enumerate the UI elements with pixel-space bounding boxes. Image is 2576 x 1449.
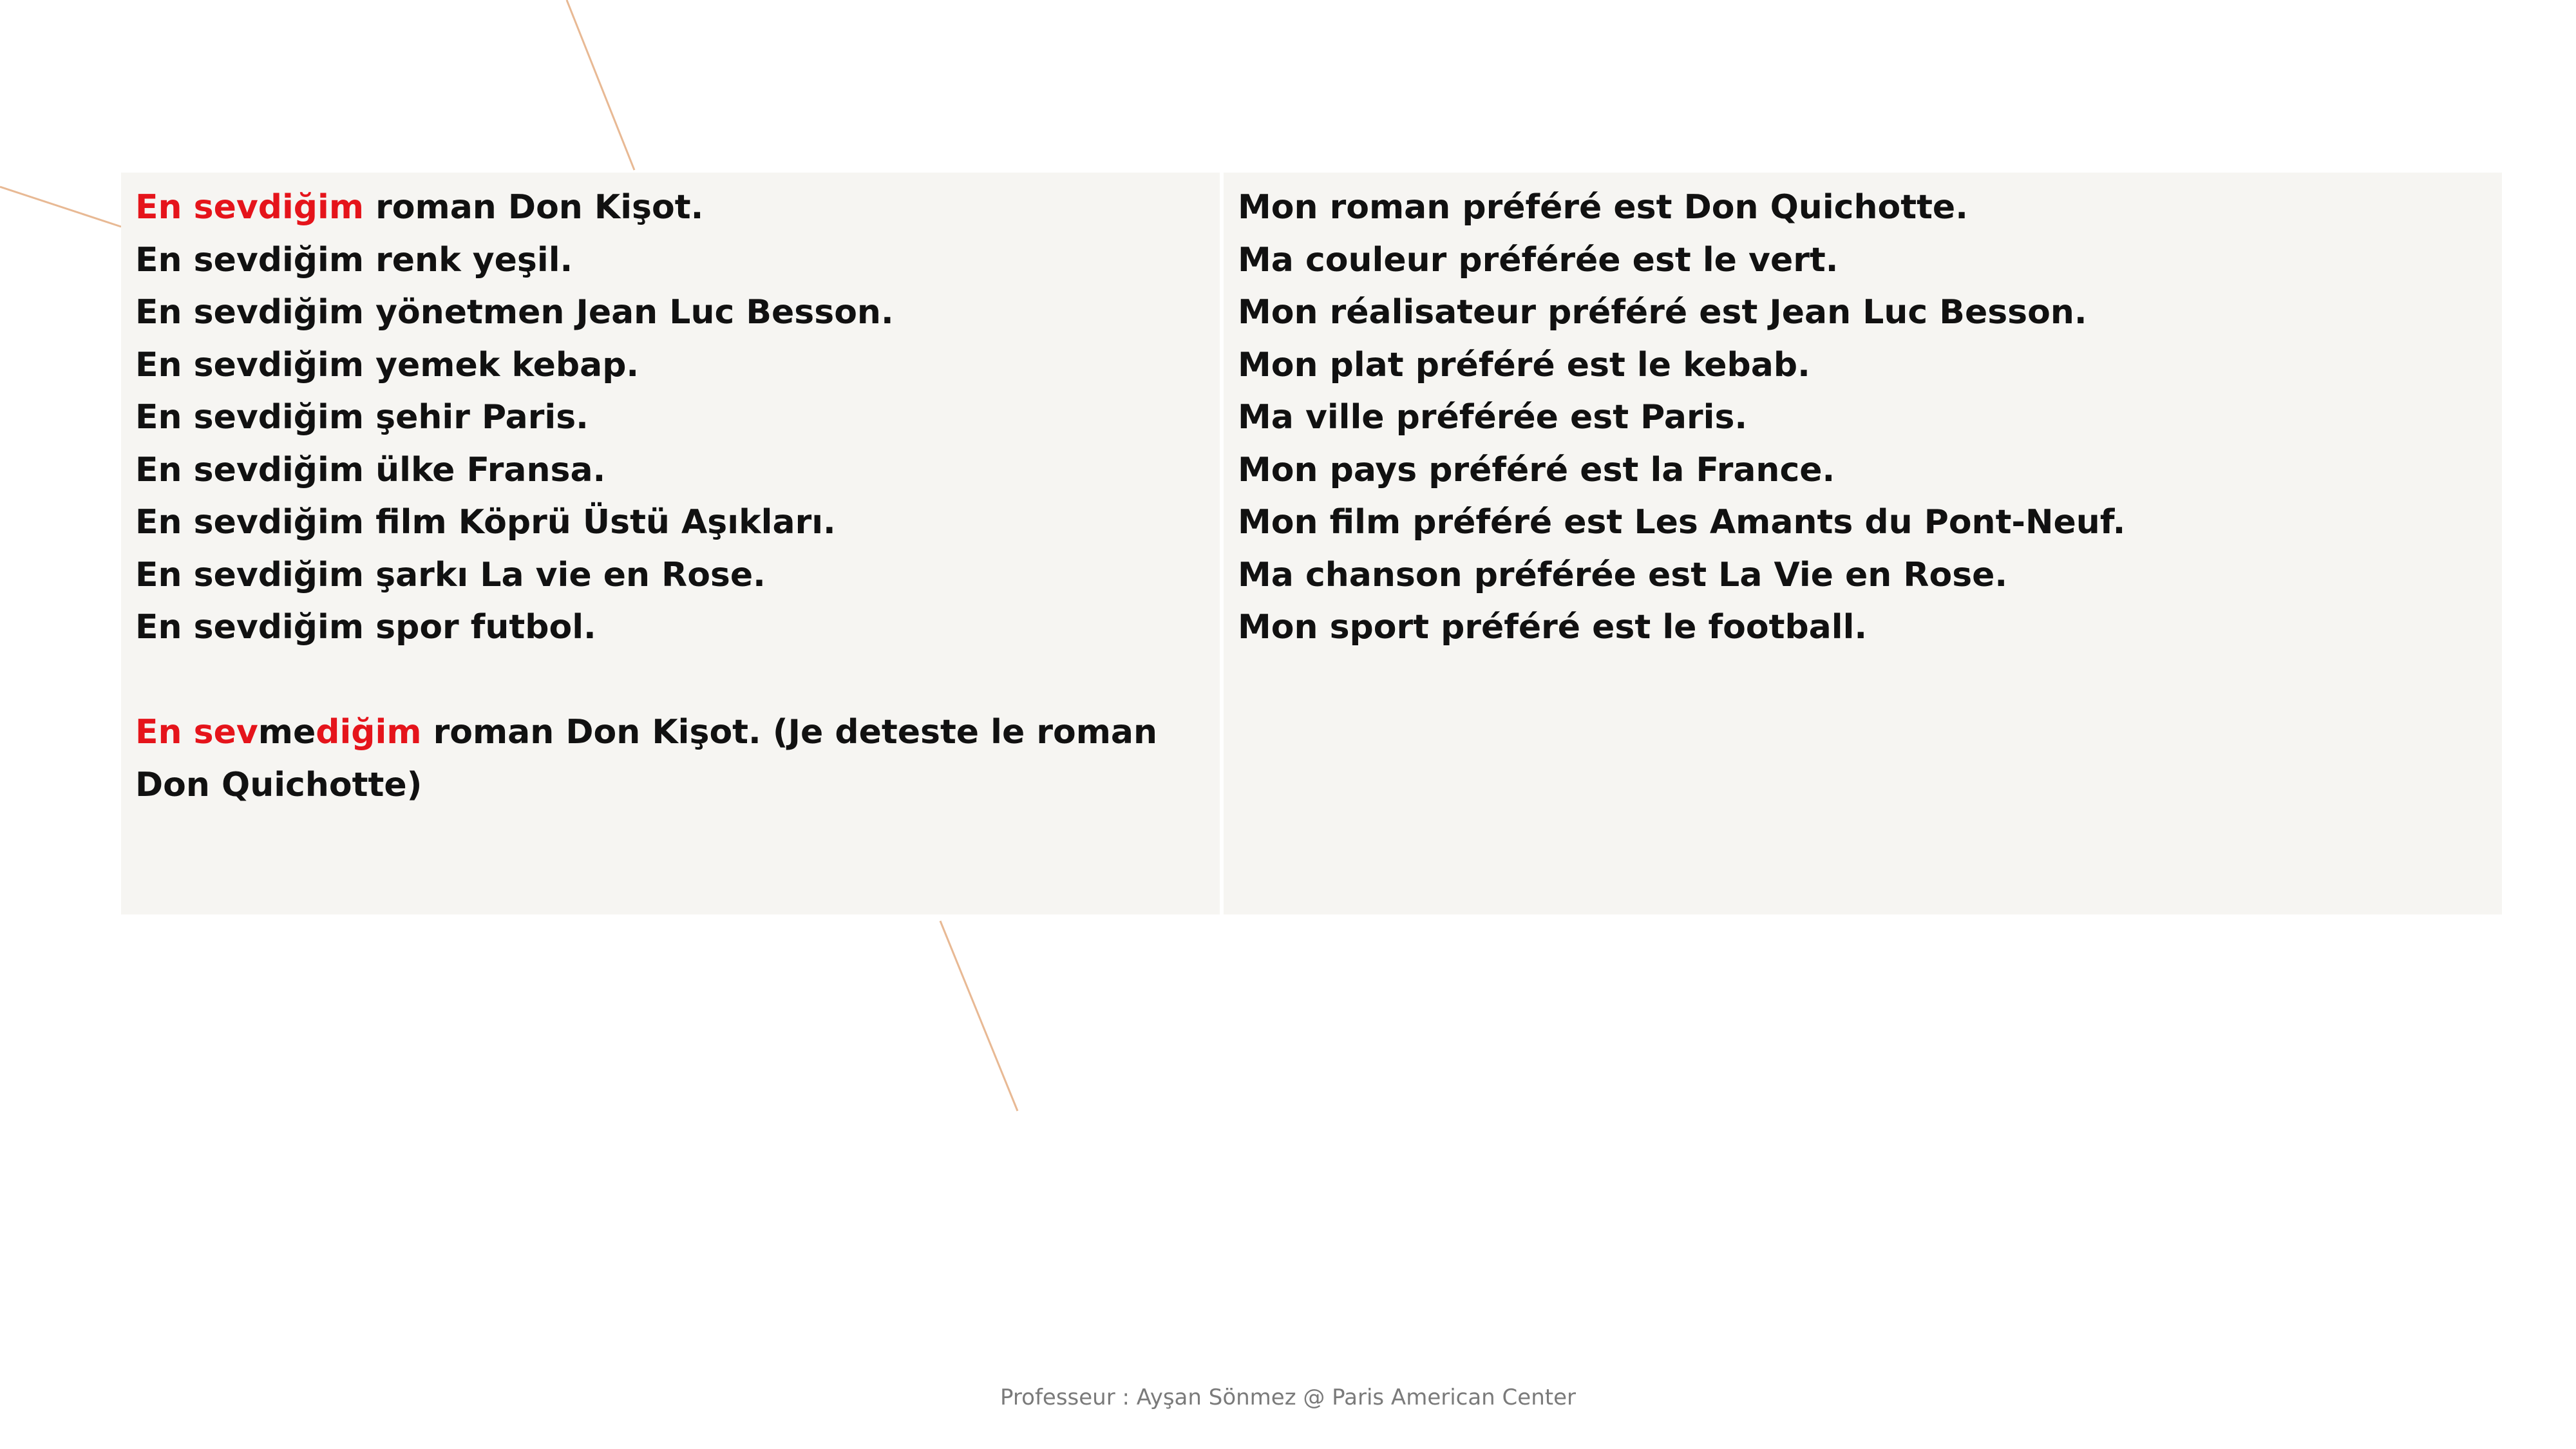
negative-rest-text: roman Don Kişot. (Je deteste le roman Don Quichotte) — [135, 713, 1158, 804]
negation-suffix: me — [258, 713, 316, 752]
turkish-row-6: En sevdiğim ülke Fransa. — [135, 450, 606, 489]
footer-credit: Professeur : Ayşan Sönmez @ Paris American Center — [1000, 1385, 1576, 1410]
turkish-row-3: En sevdiğim yönetmen Jean Luc Besson. — [135, 293, 894, 332]
row-text: roman Don Kişot. — [364, 188, 704, 227]
turkish-column — [121, 173, 1220, 914]
french-row-2: Ma couleur préférée est le vert. — [1238, 240, 1839, 279]
turkish-row-8: En sevdiğim şarkı La vie en Rose. — [135, 555, 766, 594]
decor-line-top — [567, 0, 634, 170]
french-row-3: Mon réalisateur préféré est Jean Luc Besson. — [1238, 293, 2087, 332]
highlighted-root: En sev — [135, 713, 258, 752]
french-row-7: Mon film préféré est Les Amants du Pont-Neuf. — [1238, 503, 2126, 542]
french-column — [1224, 173, 2502, 914]
turkish-row-5: En sevdiğim şehir Paris. — [135, 398, 589, 437]
turkish-row-9: En sevdiğim spor futbol. — [135, 608, 596, 647]
turkish-row-7: En sevdiğim film Köprü Üstü Aşıkları. — [135, 503, 836, 542]
phrase-table — [121, 173, 2502, 914]
decor-line-left — [0, 187, 121, 227]
french-row-9: Mon sport préféré est le football. — [1238, 608, 1868, 647]
french-row-4: Mon plat préféré est le kebab. — [1238, 345, 1810, 384]
highlighted-suffix: diğim — [316, 713, 422, 752]
turkish-row-4: En sevdiğim yemek kebap. — [135, 345, 639, 384]
turkish-row-1 — [135, 182, 1206, 234]
spacer — [135, 654, 1206, 707]
highlighted-phrase: En sevdiğim — [135, 188, 365, 227]
turkish-row-2: En sevdiğim renk yeşil. — [135, 240, 573, 279]
turkish-negative-example — [135, 706, 1206, 811]
french-row-1: Mon roman préféré est Don Quichotte. — [1238, 188, 1968, 227]
french-row-6: Mon pays préféré est la France. — [1238, 450, 1835, 489]
french-row-8: Ma chanson préférée est La Vie en Rose. — [1238, 555, 2008, 594]
french-row-5: Ma ville préférée est Paris. — [1238, 398, 1748, 437]
decor-line-bottom — [940, 921, 1018, 1111]
